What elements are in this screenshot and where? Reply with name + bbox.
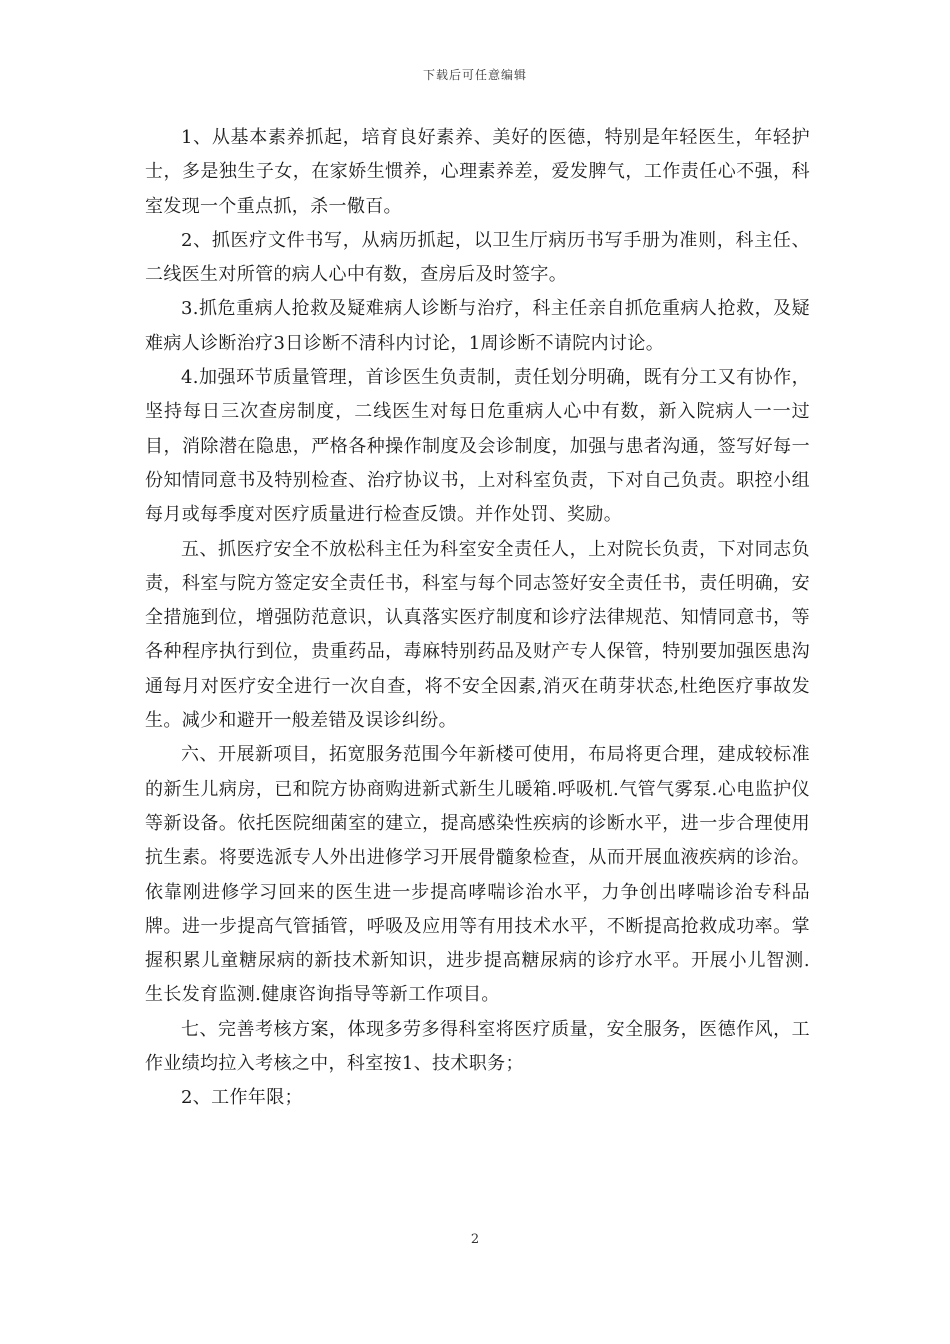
paragraph-4: 4.加强环节质量管理，首诊医生负责制，责任划分明确，既有分工又有协作，坚持每日三次查房制度，二线医生对每日危重病人心中有数，新入院病人一一过目，消除潜在隐患，严格各种操作制度及会诊制度，加强与患者沟通，签写好每一份知情同意书及特别检查、治疗协议书，上对科室负责，下对自己负责。职控小组每月或每季度对医疗质量进行检查反馈。并作处罚、奖励。 <box>145 367 810 526</box>
paragraph-6: 六、开展新项目，拓宽服务范围今年新楼可使用，布局将更合理，建成较标准的新生儿病房，已和院方协商购进新式新生儿暖箱.呼吸机.气管气雾泵.心电监护仪等新设备。依托医院细菌室的建立，提高感染性疾病的诊断水平，进一步合理使用抗生素。将要选派专人外出进修学习开展骨髓象检查，从而开展血液疾病的诊治。依靠刚进修学习回来的医生进一步提高哮喘诊治水平，力争创出哮喘诊治专科品牌。进一步提高气管插管，呼吸及应用等有用技术水平，不断提高抢救成功率。掌握积累儿童糖尿病的新技术新知识，进步提高糖尿病的诊疗水平。开展小儿智测.生长发育监测.健康咨询指导等新工作项目。 <box>145 744 810 1006</box>
paragraph-8: 2、工作年限； <box>181 1087 303 1109</box>
paragraph-1: 1、从基本素养抓起，培育良好素养、美好的医德，特别是年轻医生，年轻护士，多是独生子女，在家娇生惯养，心理素养差，爱发脾气，工作责任心不强，科室发现一个重点抓，杀一儆百。 <box>145 127 810 217</box>
page-header: 下载后可任意编辑 <box>422 68 527 82</box>
paragraph-2: 2、抓医疗文件书写，从病历抓起，以卫生厅病历书写手册为准则，科主任、二线医生对所管的病人心中有数，查房后及时签字。 <box>145 229 810 286</box>
page-number: 2 <box>470 1232 480 1247</box>
paragraph-5: 五、抓医疗安全不放松科主任为科室安全责任人，上对院长负责，下对同志负责，科室与院方签定安全责任书，科室与每个同志签好安全责任书，责任明确，安全措施到位，增强防范意识，认真落实医疗制度和诊疗法律规范、知情同意书，等各种程序执行到位，贵重药品，毒麻特别药品及财产专人保管，特别要加强医患沟通每月对医疗安全进行一次自查，将不安全因素,消灭在萌芽状态,杜绝医疗事故发生。减少和避开一般差错及误诊纠纷。 <box>145 538 810 732</box>
paragraph-7: 七、完善考核方案，体现多劳多得科室将医疗质量，安全服务，医德作风，工作业绩均拉入考核之中，科室按1、技术职务； <box>145 1018 810 1075</box>
paragraph-3: 3.抓危重病人抢救及疑难病人诊断与治疗，科主任亲自抓危重病人抢救，及疑难病人诊断治疗3日诊断不清科内讨论，1周诊断不请院内讨论。 <box>145 298 810 354</box>
document-body <box>145 121 810 1116</box>
